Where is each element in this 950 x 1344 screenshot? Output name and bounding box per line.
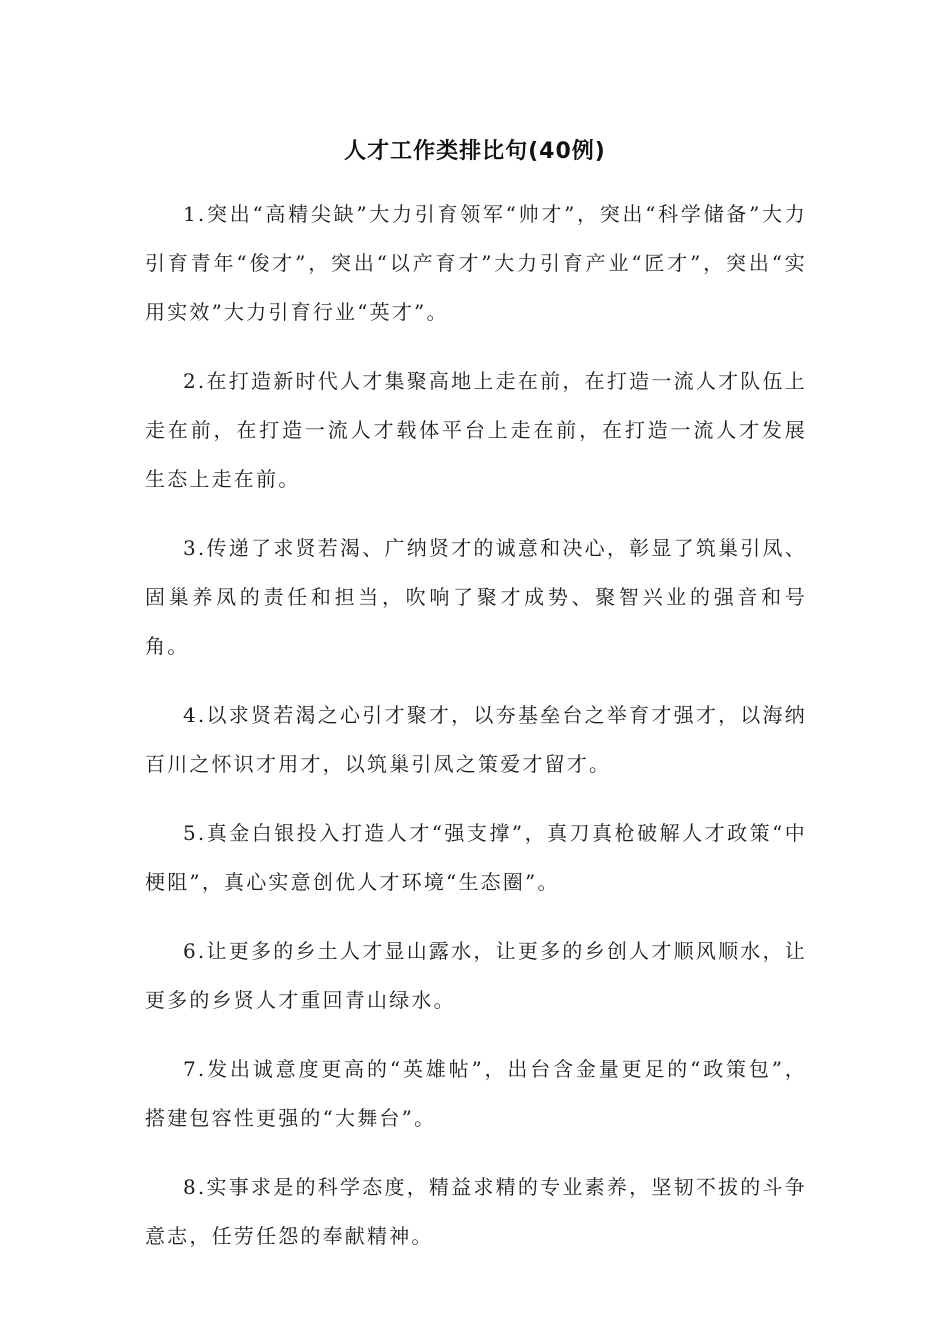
document-title: 人才工作类排比句(40例): [344, 139, 606, 164]
document-body: [145, 190, 807, 1281]
paragraph-7: 7.发出诚意度更高的“英雄帖”，出台含金量更足的“政策包”，搭建包容性更强的“大舞台”。: [145, 1057, 807, 1130]
paragraph-1: 1.突出“高精尖缺”大力引育领军“帅才”，突出“科学储备”大力引育青年“俊才”，突出“以产育才”大力引育产业“匠才”，突出“实用实效”大力引育行业“英才”。: [145, 202, 807, 324]
paragraph-5: 5.真金白银投入打造人才“强支撑”，真刀真枪破解人才政策“中梗阻”，真心实意创优人才环境“生态圈”。: [145, 821, 807, 894]
paragraph-8: 8.实事求是的科学态度，精益求精的专业素养，坚韧不拔的斗争意志，任劳任怨的奉献精神。: [145, 1175, 807, 1248]
paragraph-4: 4.以求贤若渴之心引才聚才，以夯基垒台之举育才强才，以海纳百川之怀识才用才，以筑巢引凤之策爱才留才。: [145, 703, 807, 776]
paragraph-2: 2.在打造新时代人才集聚高地上走在前，在打造一流人才队伍上走在前，在打造一流人才载体平台上走在前，在打造一流人才发展生态上走在前。: [145, 369, 807, 491]
paragraph-6: 6.让更多的乡土人才显山露水，让更多的乡创人才顺风顺水，让更多的乡贤人才重回青山绿水。: [145, 939, 807, 1012]
paragraph-3: 3.传递了求贤若渴、广纳贤才的诚意和决心，彰显了筑巢引凤、固巢养凤的责任和担当，吹响了聚才成势、聚智兴业的强音和号角。: [145, 536, 807, 658]
